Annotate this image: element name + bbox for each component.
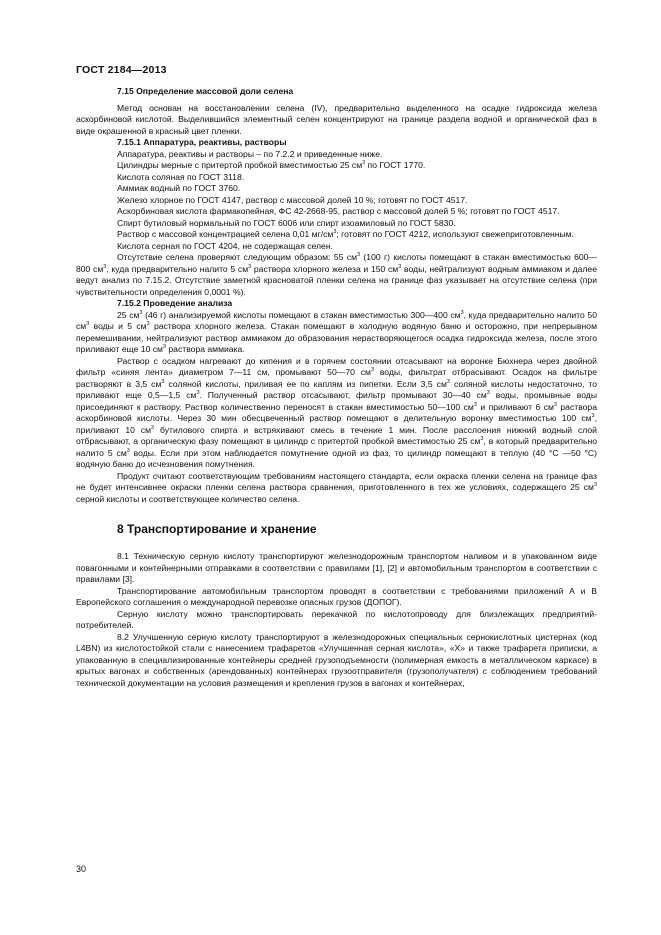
document-header: ГОСТ 2184—2013 xyxy=(76,64,167,76)
page-number: 30 xyxy=(76,864,87,874)
cylinders-line: Цилиндры мерные с притертой пробкой вместимостью 25 $см^3$ по ГОСТ 1770. xyxy=(117,160,426,170)
analysis-paragraph-2: Раствор с осадком нагревают до кипения и в горячем состоянии отсасывают на воронке Бюхнера через двойной фильтр «синяя лента» диаметром 7—11 см, промывают 50—70 $см^3$ воды, фильтрат отбрасывают. Осадок на фильтре растворяют в 3,5 $см^3$ соляной кислоты, приливая ее по каплям из пипетки. Если 3,5 $см^3$ соляной кислоты недостаточно, то приливают еще 0,5—1,5 $см^3$. Полученный раствор отсасывают, фильтр промывают 30—40 $см^3$ воды, промывные воды присоединяют к раствору. Раствор количественно переносят в стакан вместимостью 50—100 $см^3$ и приливают 6 $см^3$ раствора аскорбиновой кислоты. Через 30 мин обесцвеченный раствор помещают в делительную воронку вместимостью 100 $см^3$, приливают 10 $см^3$ бутилового спирта и встряхивают смесь в течение 1 мин. После расслоения нижний водный слой отбрасывают, а органическую фазу помещают в цилиндр с притертой пробкой вместимостью 25 $см^3$, в который предварительно налито 5 $см^3$ воды. Если при этом наблюдается помутнение одной из фаз, то цилиндр помещают в теплую (40 °С —50 °С) водяную баню до исчезновения помутнения. xyxy=(76,355,598,469)
cylinders-text: Цилиндры мерные с притертой пробкой вместимостью 25 см xyxy=(117,160,363,170)
transport-paragraph-4: 8.2 Улучшенную серную кислоту транспортируют в железнодорожных специальных сернокислотных цистернах (код L4BN) из кислотостойкой стали с нанесением трафаретов «Улучшенная серная кислота», «X» и также трафарета приписки, а упакованную в специализированные контейнеры средней грузоподъемности (полимерная емкость в металлическом каркасе) в крытых вагонах и собственных (арендованных) контейнерах грузоотправителя (грузополучателя) с соблюдением требований технической документации на условия размещения и крепления грузов в вагонах и контейнерах, xyxy=(76,631,597,688)
document-body xyxy=(76,86,597,689)
transport-paragraph-2: Транспортирование автомобильным транспортом проводят в соответствии с требованиями приложений А и В Европейского соглашения о международной перевозке опасных грузов (ДОПОГ). xyxy=(76,585,597,607)
cylinders-gost: по ГОСТ 1770. xyxy=(365,160,426,170)
section-7-15-2-title: 7.15.2 Проведение анализа xyxy=(117,298,233,308)
section-7-15-1-title: 7.15.1 Аппаратура, реактивы, растворы xyxy=(117,137,287,147)
ferric-chloride-line: Железо хлорное по ГОСТ 4147, раствор с массовой долей 10 %; готовят по ГОСТ 4517. xyxy=(117,194,468,205)
transport-paragraph-1: 8.1 Техническую серную кислоту транспортируют железнодорожным транспортом наливом и в упакованном виде повагонными и контейнерными отправками в соответствии с правилами [1], [2] и автомобильным транспортом в соответствии с правилами [3]. xyxy=(76,551,597,584)
ammonia-line: Аммиак водный по ГОСТ 3760. xyxy=(117,183,241,193)
apparatus-line: Аппаратура, реактивы и растворы – по 7.2.2 и приведенные ниже. xyxy=(117,148,383,159)
butyl-alcohol-line: Спирт бутиловый нормальный по ГОСТ 6006 или спирт изоамиловый по ГОСТ 5830. xyxy=(117,217,456,228)
analysis-paragraph-1: 25 $см^3$ (46 г) анализируемой кислоты помещают в стакан вместимостью 300—400 $см^3$, куда предварительно налито 50 $см^3$ воды и 5 $см^3$ раствора хлорного железа. Стакан помещают в холодную водяную баню и осторожно, при непрерывном перемешивании, нейтрализуют раствор аммиаком до образования нерастворяющегося осадка гидроксида железа, после этого приливают еще 10 $см^3$ раствора аммиака. xyxy=(76,309,597,354)
analysis-paragraph-3: Продукт считают соответствующим требованиям настоящего стандарта, если окраска пленки селена на границе фаз не будет интенсивнее окраски пленки селена раствора сравнения, приготовленного в тех же условиях, содержащего 25 $см^3$ серной кислоты и соответствующее количество селена. xyxy=(76,470,597,504)
ascorbic-acid-line: Аскорбиновая кислота фармакопейная, ФС 42-2668-95, раствор с массовой долей 5 %; готовят по ГОСТ 4517. xyxy=(117,206,560,216)
selenium-absence-paragraph: Отсутствие селена проверяют следующим образом: 55 $см^3$ (100 г) кислоты помещают в стакан вместимостью 600—800 $см^3$, куда предварительно налито 5 $см^3$ раствора хлорного железа и 150 $см^3$ воды, нейтрализуют водным аммиаком и далее ведут анализ по 7.15.2. Отсутствие заметной красноватой пленки селена на границе фаз указывает на отсутствие селена (при чувствительности определения 0,0001 %). xyxy=(76,252,598,297)
section-7-15-title: 7.15 Определение массовой доли селена xyxy=(117,86,294,96)
transport-paragraph-3: Серную кислоту можно транспортировать перекачкой по кислотопроводу для близлежащих предприятий-потребителей. xyxy=(76,608,597,630)
section-8-title: 8 Транспортирование и хранение xyxy=(117,522,317,536)
hydrochloric-acid-line: Кислота соляная по ГОСТ 3118. xyxy=(117,171,245,182)
selenium-solution-line: Раствор с массовой концентрацией селена 0,01 $мг/см^3$; готовят по ГОСТ 4212, используют свежеприготовленным. xyxy=(117,229,574,239)
method-paragraph: Метод основан на восстановлении селена (IV), предварительно выделенного на осадке гидроксида железа аскорбиновой кислотой. Выделившийся элементный селен концентрируют на границе раздела водной и органической фаз в виде окрашенной в красный цвет пленки. xyxy=(76,102,597,136)
sulfuric-acid-line: Кислота серная по ГОСТ 4204, не содержащая селен. xyxy=(117,240,333,251)
